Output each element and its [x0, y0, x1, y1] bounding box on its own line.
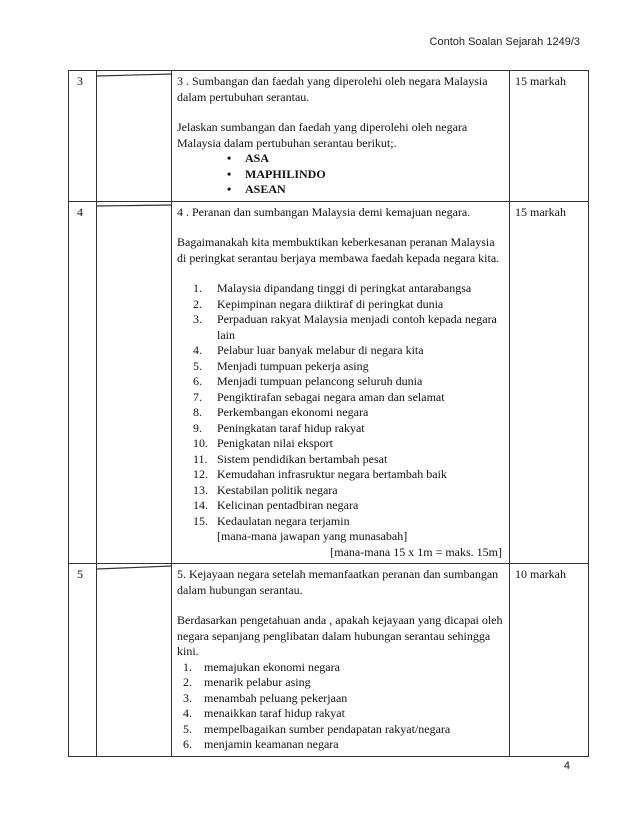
question-number: 4	[69, 201, 97, 564]
list-item: 5. Menjadi tumpuan pekerja asing	[193, 358, 369, 373]
answer-list	[177, 660, 504, 753]
list-item: 3. Perpaduan rakyat Malaysia menjadi contoh kepada negara lain	[193, 312, 497, 342]
blank-cell	[97, 201, 172, 564]
marks-cell: 15 markah	[510, 71, 589, 202]
list-item: 1. memajukan ekonomi negara	[183, 659, 340, 674]
list-item: 11. Sistem pendidikan bertambah pesat	[193, 451, 388, 466]
question-content	[172, 71, 510, 202]
list-item: 14. Kelicinan pentadbiran negara	[193, 498, 359, 512]
question-topic: 5. Kejayaan negara setelah memanfaatkan peranan dan sumbangan dalam hubungan serantau.	[177, 567, 499, 597]
list-item: 9. Peningkatan taraf hidup rakyat	[193, 420, 365, 435]
question-number: 5	[69, 564, 97, 757]
list-item: • MAPHILINDO	[245, 167, 504, 183]
question-topic: 3 . Sumbangan dan faedah yang diperolehi oleh negara Malaysia dalam pertubuhan serantau.	[177, 74, 488, 104]
question-number: 3	[69, 71, 97, 202]
list-item: • ASEAN	[245, 182, 504, 198]
list-item: 10. Penigkatan nilai eksport	[193, 436, 333, 450]
list-item: 4. menaikkan taraf hidup rakyat	[183, 706, 345, 720]
list-item: 4. Pelabur luar banyak melabur di negara kita	[193, 343, 424, 357]
question-prompt: Berdasarkan pengetahuan anda , apakah kejayaan yang dicapai oleh negara sepanjang penglibatan dalam hubungan serantau sehingga kini.	[177, 613, 503, 658]
list-item: • ASA	[245, 151, 504, 167]
list-item: 12. Kemudahan infrasruktur negara bertambah baik	[193, 467, 447, 481]
table-row	[69, 201, 589, 564]
question-content	[172, 201, 510, 564]
table-row	[69, 564, 589, 757]
table-row	[69, 71, 589, 202]
question-topic: 4 . Peranan dan sumbangan Malaysia demi kemajuan negara.	[177, 204, 471, 219]
list-item: 3. menambah peluang pekerjaan	[183, 690, 348, 705]
question-content	[172, 564, 510, 757]
pen-stroke	[97, 71, 172, 79]
answer-list	[177, 281, 504, 529]
blank-cell	[97, 564, 172, 757]
question-prompt: Jelaskan sumbangan dan faedah yang diperolehi oleh negara Malaysia dalam pertubuhan serantau berikut;.	[177, 120, 468, 150]
bullet-list	[177, 151, 504, 198]
list-item: 1. Malaysia dipandang tinggi di peringkat antarabangsa	[193, 281, 472, 295]
list-item: 8. Perkembangan ekonomi negara	[193, 405, 369, 419]
blank-cell	[97, 71, 172, 202]
list-item: 15. Kedaulatan negara terjamin	[193, 513, 350, 528]
question-table	[68, 70, 589, 757]
page-number: 4	[563, 760, 570, 772]
list-item: 2. menarik pelabur asing	[183, 675, 311, 689]
list-item: 5. mempelbagaikan sumber pendapatan rakyat/negara	[183, 721, 451, 736]
list-item: 2. Kepimpinan negara diiktiraf di peringkat dunia	[193, 296, 444, 311]
list-item: 7. Pengiktirafan sebagai negara aman dan selamat	[193, 389, 445, 404]
pen-stroke	[97, 202, 172, 210]
list-item: 13. Kestabilan politik negara	[193, 482, 338, 497]
pen-stroke	[97, 564, 172, 572]
question-prompt: Bagaimanakah kita membuktikan keberkesanan peranan Malaysia di peringkat serantau berjaya membawa faedah kepada negara kita.	[177, 235, 500, 265]
marking-scheme: [mana-mana 15 x 1m = maks. 15m]	[330, 544, 502, 559]
list-item: 6. Menjadi tumpuan pelancong seluruh dunia	[193, 374, 423, 388]
marking-note: [mana-mana jawapan yang munasabah]	[217, 529, 408, 543]
list-item: 6. menjamin keamanan negara	[183, 737, 339, 751]
document-header: Contoh Soalan Sejarah 1249/3	[429, 36, 580, 48]
marks-cell: 10 markah	[510, 564, 589, 757]
marks-cell: 15 markah	[510, 201, 589, 564]
